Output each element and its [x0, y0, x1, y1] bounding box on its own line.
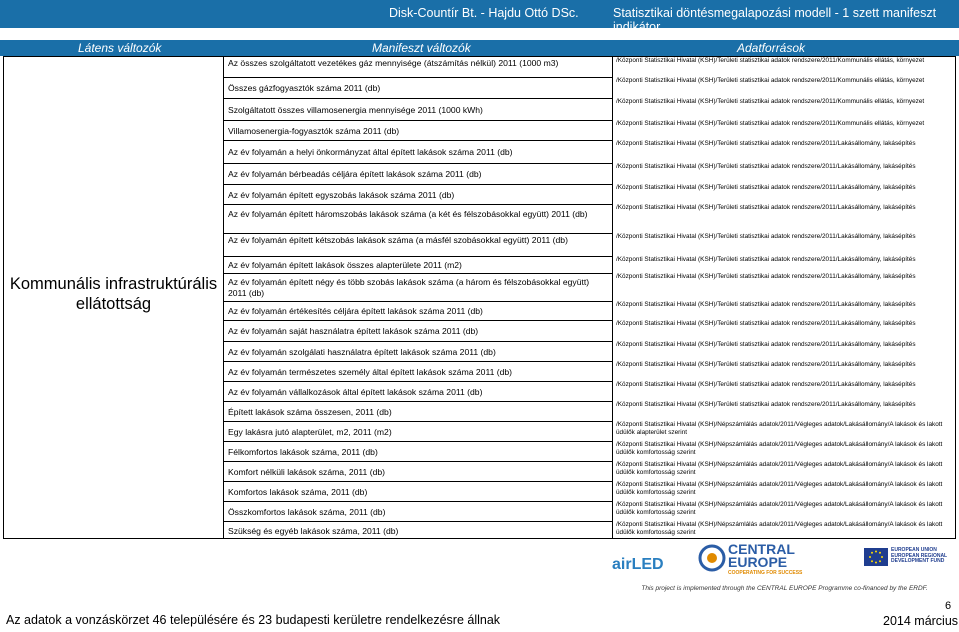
- logo-strip: [612, 542, 957, 582]
- table-row: [224, 184, 955, 204]
- data-source: /Központi Statisztikai Hivatal (KSH)/Területi statisztikai adatok rendszere/2011/Lakásállomány, lakásépítés: [616, 256, 916, 263]
- manifest-variable: Az év folyamán épített háromszobás lakások száma (a két és félszobásokkal együtt) 2011 (db): [228, 208, 588, 219]
- page-number: 6: [945, 600, 952, 612]
- manifest-variable: Az év folyamán a helyi önkormányzat által épített lakások száma 2011 (db): [228, 147, 513, 157]
- table-row: [224, 401, 955, 421]
- data-source: /Központi Statisztikai Hivatal (KSH)/Népszámlálás adatok/2011/Végleges adatok/Lakásállomány/A lakások és lakott üdülők komfortosság szerint: [616, 521, 943, 537]
- row-divider: [224, 163, 612, 164]
- manifest-variable: Az év folyamán saját használatra épített lakások száma 2011 (db): [228, 326, 479, 336]
- manifest-variable: Komfortos lakások száma, 2011 (db): [228, 486, 368, 497]
- table-row: [224, 320, 955, 341]
- manifest-variable: Villamosenergia-fogyasztók száma 2011 (db): [228, 125, 400, 136]
- project-note: This project is implemented through the CENTRAL EUROPE Programme co-financed by the ERDF.: [641, 585, 928, 592]
- manifest-variable: Az év folyamán vállalkozások által épített lakások száma 2011 (db): [228, 386, 483, 397]
- col-header-adatforrasok: Adatforrások: [737, 41, 806, 55]
- table-row: [224, 57, 955, 77]
- manifest-variable: Összes gázfogyasztók száma 2011 (db): [228, 83, 381, 93]
- data-source: /Központi Statisztikai Hivatal (KSH)/Területi statisztikai adatok rendszere/2011/Lakásállomány, lakásépítés: [616, 361, 916, 368]
- data-source: /Központi Statisztikai Hivatal (KSH)/Területi statisztikai adatok rendszere/2011/Lakásállomány, lakásépítés: [616, 140, 916, 147]
- manifest-variable: Komfort nélküli lakások száma, 2011 (db): [228, 466, 385, 477]
- table-row: [224, 481, 955, 501]
- row-divider: [224, 361, 612, 362]
- eu-line2: EUROPEAN REGIONAL: [891, 552, 948, 559]
- manifest-variable: Az év folyamán bérbeadás céljára épített lakások száma 2011 (db): [228, 169, 482, 179]
- table-row: [224, 204, 955, 233]
- ce-title-line1: CENTRAL: [728, 541, 795, 557]
- manifest-variable: Az év folyamán értékesítés céljára épített lakások száma 2011 (db): [228, 306, 483, 316]
- footer-date: 2014 március: [883, 614, 959, 628]
- manifest-variable: Az összes szolgáltatott vezetékes gáz mennyisége (átszámítás nélkül) 2011 (1000 m3): [228, 58, 559, 68]
- data-source: /Központi Statisztikai Hivatal (KSH)/Területi statisztikai adatok rendszere/2011/Lakásállomány, lakásépítés: [616, 233, 916, 240]
- central-europe-logo: [698, 542, 858, 578]
- manifest-variable: Szolgáltatott összes villamosenergia mennyisége 2011 (1000 kWh): [228, 104, 483, 115]
- manifest-variable: Az év folyamán épített lakások összes alapterülete 2011 (m2): [228, 260, 462, 270]
- data-source: /Központi Statisztikai Hivatal (KSH)/Területi statisztikai adatok rendszere/2011/Kommunális ellátás, környezet: [616, 77, 925, 84]
- header-bar: [0, 0, 959, 34]
- row-divider: [224, 320, 612, 321]
- row-divider: [224, 421, 612, 422]
- manifest-variable: Az év folyamán épített kétszobás lakások száma (a másfél szobásokkal együtt) 2011 (db): [228, 234, 568, 245]
- manifest-variable: Egy lakásra jutó alapterület, m2, 2011 (m2): [228, 426, 392, 437]
- data-source: /Központi Statisztikai Hivatal (KSH)/Területi statisztikai adatok rendszere/2011/Lakásállomány, lakásépítés: [616, 381, 916, 388]
- table-row: [224, 421, 955, 441]
- data-source: /Központi Statisztikai Hivatal (KSH)/Területi statisztikai adatok rendszere/2011/Lakásállomány, lakásépítés: [616, 273, 916, 280]
- row-divider: [224, 120, 612, 121]
- col-header-manifeszt: Manifeszt változók: [372, 41, 471, 55]
- manifest-variable: Az év folyamán szolgálati használatra épített lakások száma 2011 (db): [228, 346, 496, 357]
- data-source: /Központi Statisztikai Hivatal (KSH)/Területi statisztikai adatok rendszere/2011/Lakásállomány, lakásépítés: [616, 204, 916, 211]
- manifest-variable: Az év folyamán épített négy és több szobás lakások száma (a három és félszobásokkal együtt) 2011 (db): [228, 277, 590, 298]
- row-divider: [224, 381, 612, 382]
- latent-variable: Kommunális infrastruktúrális ellátottság: [9, 275, 218, 313]
- row-divider: [224, 301, 612, 302]
- row-divider: [224, 233, 612, 234]
- row-divider: [224, 77, 612, 78]
- eu-flag-icon: [864, 548, 888, 566]
- table-row: [224, 273, 955, 301]
- row-divider: [224, 256, 612, 257]
- row-divider: [224, 461, 612, 462]
- eu-line3: DEVELOPMENT FUND: [891, 558, 945, 565]
- table-row: [224, 501, 955, 521]
- table-row: [224, 521, 955, 539]
- footer: [0, 600, 959, 632]
- data-source: /Központi Statisztikai Hivatal (KSH)/Területi statisztikai adatok rendszere/2011/Kommunális ellátás, környezet: [616, 98, 925, 105]
- eu-stars-icon: [864, 548, 888, 566]
- row-divider: [224, 521, 612, 522]
- airled-logo: [612, 544, 668, 580]
- eu-line1: EUROPEAN UNION: [891, 547, 937, 553]
- manifest-variable: Félkomfortos lakások száma, 2011 (db): [228, 446, 378, 457]
- row-divider: [224, 481, 612, 482]
- data-source: /Központi Statisztikai Hivatal (KSH)/Területi statisztikai adatok rendszere/2011/Kommunális ellátás, környezet: [616, 120, 925, 127]
- table-row: [224, 140, 955, 163]
- data-source: /Központi Statisztikai Hivatal (KSH)/Területi statisztikai adatok rendszere/2011/Lakásállomány, lakásépítés: [616, 163, 916, 170]
- data-source: /Központi Statisztikai Hivatal (KSH)/Népszámlálás adatok/2011/Végleges adatok/Lakásállomány/A lakások és lakott üdülők komfortosság szerint: [616, 501, 943, 517]
- data-source: /Központi Statisztikai Hivatal (KSH)/Népszámlálás adatok/2011/Végleges adatok/Lakásállomány/A lakások és lakott üdülők komfortosság szerint: [616, 441, 943, 457]
- manifest-variable: Összkomfortos lakások száma, 2011 (db): [228, 506, 386, 517]
- ce-title-line2: EUROPE: [728, 554, 788, 570]
- row-divider: [224, 501, 612, 502]
- col-header-latens: Látens változók: [78, 41, 162, 55]
- row-divider: [224, 204, 612, 205]
- row-divider: [224, 441, 612, 442]
- data-source: /Központi Statisztikai Hivatal (KSH)/Területi statisztikai adatok rendszere/2011/Lakásállomány, lakásépítés: [616, 341, 916, 348]
- data-source: /Központi Statisztikai Hivatal (KSH)/Területi statisztikai adatok rendszere/2011/Lakásállomány, lakásépítés: [616, 320, 916, 327]
- row-divider: [224, 184, 612, 185]
- table-row: [224, 233, 955, 256]
- manifest-variable: Szükség és egyéb lakások száma, 2011 (db): [228, 525, 399, 536]
- footer-note: Az adatok a vonzáskörzet 46 településére és 23 budapesti kerületre rendelkezésre állnak: [6, 613, 501, 627]
- data-source: /Központi Statisztikai Hivatal (KSH)/Területi statisztikai adatok rendszere/2011/Lakásállomány, lakásépítés: [616, 301, 916, 308]
- row-divider: [224, 140, 612, 141]
- airled-logo-text: airLED: [612, 556, 664, 573]
- data-source: /Központi Statisztikai Hivatal (KSH)/Területi statisztikai adatok rendszere/2011/Lakásállomány, lakásépítés: [616, 184, 916, 191]
- data-source: /Központi Statisztikai Hivatal (KSH)/Népszámlálás adatok/2011/Végleges adatok/Lakásállomány/A lakások és lakott üdülők komfortosság szerint: [616, 481, 943, 497]
- table-header: [0, 40, 959, 56]
- header-title: Statisztikai döntésmegalapozási modell - 1 szett manifeszt indikátor: [613, 6, 937, 34]
- row-divider: [224, 341, 612, 342]
- ce-subtitle: COOPERATING FOR SUCCESS: [728, 570, 803, 576]
- table-row: [224, 361, 955, 381]
- manifest-variable: Épített lakások száma összesen, 2011 (db): [228, 406, 392, 417]
- table-row: [224, 301, 955, 320]
- central-europe-emblem-icon: [698, 544, 726, 572]
- table-row: [224, 441, 955, 461]
- row-divider: [224, 273, 612, 274]
- row-divider: [224, 401, 612, 402]
- table-row: [224, 381, 955, 401]
- table-row: [224, 98, 955, 120]
- table-row: [224, 163, 955, 184]
- data-source: /Központi Statisztikai Hivatal (KSH)/Területi statisztikai adatok rendszere/2011/Lakásállomány, lakásépítés: [616, 401, 916, 408]
- row-divider: [224, 98, 612, 99]
- data-source: /Központi Statisztikai Hivatal (KSH)/Népszámlálás adatok/2011/Végleges adatok/Lakásállomány/A lakások és lakott üdülők alapterület szerint: [616, 421, 943, 437]
- header-author: Disk-Countír Bt. - Hajdu Ottó DSc.: [389, 6, 579, 20]
- data-source: /Központi Statisztikai Hivatal (KSH)/Területi statisztikai adatok rendszere/2011/Kommunális ellátás, környezet: [616, 57, 925, 64]
- table-row: [224, 256, 955, 273]
- eu-logo-text: [891, 548, 947, 565]
- data-source: /Központi Statisztikai Hivatal (KSH)/Népszámlálás adatok/2011/Végleges adatok/Lakásállomány/A lakások és lakott üdülők komfortosság szerint: [616, 461, 943, 477]
- table-row: [224, 120, 955, 140]
- manifest-variable: Az év folyamán természetes személy által épített lakások száma 2011 (db): [228, 366, 513, 377]
- eu-logo: [864, 544, 957, 578]
- manifest-variable: Az év folyamán épített egyszobás lakások száma 2011 (db): [228, 189, 455, 200]
- table-row: [224, 341, 955, 361]
- table-row: [224, 461, 955, 481]
- table-row: [224, 77, 955, 98]
